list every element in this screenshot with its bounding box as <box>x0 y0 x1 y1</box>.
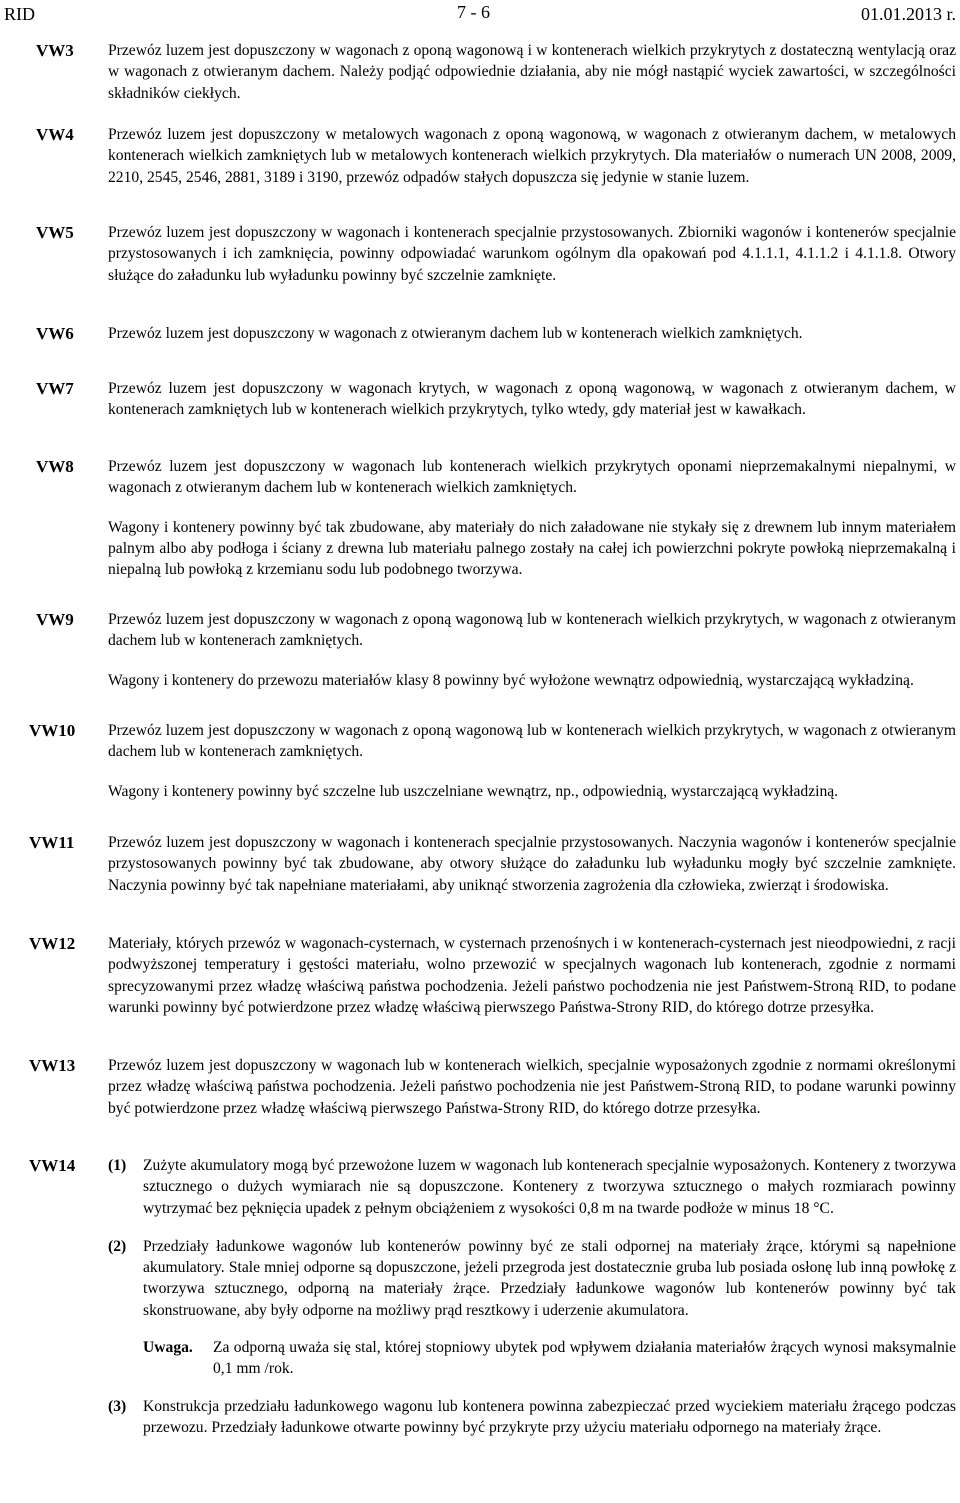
subparagraph-number: (3) <box>108 1397 127 1415</box>
provision-text: Przewóz luzem jest dopuszczony w wagonach i kontenerach specjalnie przystosowanych. Naczynia wagonów i kontenerów specjalnie przystosowanych powinny być tak zbudowane, aby otwory służące do załadunku lub wyładunku mogły być szczelnie zamknięte. Naczynia powinny być tak napełniane materiałami, aby uniknąć stworzenia zagrożenia dla człowieka, zwierząt i środowiska. <box>108 834 956 894</box>
provision-vw3 <box>0 40 960 104</box>
provision-vw8 <box>0 456 960 580</box>
provision-code: VW3 <box>36 41 74 60</box>
provision-vw5 <box>0 222 960 286</box>
provision-code: VW4 <box>36 125 74 144</box>
provision-code: VW10 <box>29 721 76 740</box>
subparagraph-text: Zużyte akumulatory mogą być przewożone luzem w wagonach lub kontenerach specjalnie wyposażonych. Kontenery z tworzywa sztucznego o dużych wymiarach nie są dopuszczone. Kontenery z tworzywa sztucznego o małych rozmiarach powinny wytrzymać bez pęknięcia upadek z pełnym obciążeniem z wysokości 0,8 m na twarde podłoże w minus 18 °C. <box>143 1157 956 1217</box>
subparagraph-number: (1) <box>108 1157 127 1174</box>
provision-vw9 <box>0 609 960 691</box>
subparagraph-1 <box>108 1155 956 1219</box>
provision-text: Wagony i kontenery powinny być szczelne lub uszczelniane wewnątrz, np., odpowiednią, wystarczającą wykładziną. <box>108 782 839 800</box>
page-header <box>0 0 960 30</box>
provision-code: VW13 <box>29 1056 76 1075</box>
note-text: Za odporną uważa się stal, której stopniowy ubytek pod wpływem działania materiałów żrących wynosi maksymalnie 0,1 mm /rok. <box>213 1339 956 1378</box>
provision-text: Przewóz luzem jest dopuszczony w wagonach i kontenerach specjalnie przystosowanych. Zbiorniki wagonów i kontenerów specjalnie przystosowanych i ich zamknięcia, powinny odpowiadać warunkom ogólnym dla opakowań pod 4.1.1.1, 4.1.1.2 i 4.1.1.8. Otwory służące do załadunku lub wyładunku powinny być szczelnie zamknięte. <box>108 224 956 284</box>
provision-code: VW8 <box>36 457 74 476</box>
provision-vw14 <box>0 1155 960 1438</box>
provision-code: VW6 <box>36 324 74 343</box>
provision-text: Przewóz luzem jest dopuszczony w wagonach z otwieranym dachem lub w kontenerach wielkich zamkniętych. <box>108 325 803 342</box>
provision-code: VW14 <box>29 1156 76 1175</box>
provision-code: VW7 <box>36 379 74 398</box>
provision-text: Materiały, których przewóz w wagonach-cysternach, w cysternach przenośnych i w kontenerach-cysternach jest nieodpowiedni, z racji podwyższonej temperatury i gęstości materiału, wolno przewozić w specjalnych wagonach lub kontenerach, zgodnie z normami sprecyzowanymi przez władzę właściwą państwa pochodzenia. Jeżeli państwo pochodzenia nie jest Państwem-Stroną RID, to podane warunki powinny być potwierdzone przez władzę właściwą pierwszego Państwa-Strony RID, do którego dotrze przesyłka. <box>108 935 956 1016</box>
provision-code: VW12 <box>29 934 76 953</box>
provision-text: Przewóz luzem jest dopuszczony w wagonach lub w kontenerach wielkich, specjalnie wyposażonych zgodnie z normami określonymi przez władzę właściwą państwa pochodzenia. Jeżeli państwo pochodzenia nie jest Państwem-Stroną RID, to podane warunki powinny być potwierdzone przez władzę właściwą pierwszego Państwa-Strony RID, do którego dotrze przesyłka. <box>108 1057 956 1117</box>
provision-text: Przewóz luzem jest dopuszczony w wagonach z oponą wagonową i w kontenerach wielkich przykrytych z dostateczną wentylacją oraz w wagonach z otwieranym dachem. Należy podjąć odpowiednie działania, aby nie mógł nastąpić wyciek zawartości, w szczególności składników ciekłych. <box>108 42 956 102</box>
subparagraph-text: Przedziały ładunkowe wagonów lub kontenerów powinny być ze stali odpornej na materiały żrące, którymi są napełnione akumulatory. Stale mniej odporne są dopuszczone, jeżeli przegroda jest dostatecznie gruba lub posiada osłonę lub inną powłokę z tworzywa sztucznego, odporną na materiały żrące. Przedziały ładunkowe wagonów lub kontenerów powinny być tak skonstruowane, aby były odporne na możliwy prąd resztkowy i uderzenie akumulatora. <box>143 1237 956 1319</box>
provision-text: Przewóz luzem jest dopuszczony w wagonach krytych, w wagonach z oponą wagonową, w wagonach z otwieranym dachem, w kontenerach zamkniętych lub w kontenerach wielkich przykrytych, tylko wtedy, gdy materiał jest w kawałkach. <box>108 380 956 419</box>
note-label: Uwaga. <box>143 1339 193 1357</box>
provision-vw7 <box>0 378 960 421</box>
provision-code: VW11 <box>29 833 75 852</box>
provision-code: VW5 <box>36 223 74 242</box>
provision-vw10 <box>0 720 960 802</box>
provision-vw12 <box>0 933 960 1018</box>
provision-text: Przewóz luzem jest dopuszczony w wagonach lub kontenerach wielkich przykrytych oponami nieprzemakalnymi niepalnymi, w wagonach z otwieranym dachem lub w kontenerach wielkich zamkniętych. <box>108 458 956 497</box>
header-page-number: 7 - 6 <box>457 2 490 22</box>
provision-text: Wagony i kontenery do przewozu materiałów klasy 8 powinny być wyłożone wewnątrz odpowiednią, wystarczającą wykładziną. <box>108 671 914 689</box>
provision-text: Przewóz luzem jest dopuszczony w metalowych wagonach z oponą wagonową, w wagonach z otwieranym dachem, w metalowych kontenerach wielkich zamkniętych lub w metalowych kontenerach wielkich przykrytych. Dla materiałów o numerach UN 2008, 2009, 2210, 2545, 2546, 2881, 3189 i 3190, przewóz odpadów stałych dopuszcza się jedynie w stanie luzem. <box>108 126 956 186</box>
provision-text: Przewóz luzem jest dopuszczony w wagonach z oponą wagonową lub w kontenerach wielkich przykrytych, w wagonach z otwieranym dachem lub w kontenerach zamkniętych. <box>108 722 956 761</box>
provision-vw13 <box>0 1055 960 1119</box>
provision-code: VW9 <box>36 610 74 629</box>
provision-vw4 <box>0 124 960 188</box>
header-document-name: RID <box>4 4 35 24</box>
provision-text: Przewóz luzem jest dopuszczony w wagonach z oponą wagonową lub w kontenerach wielkich przykrytych, w wagonach z otwieranym dachem lub w kontenerach zamkniętych. <box>108 611 956 650</box>
subparagraph-3 <box>108 1396 956 1439</box>
provision-text: Wagony i kontenery powinny być tak zbudowane, aby materiały do nich załadowane nie stykały się z drewnem lub innym materiałem palnym albo aby podłoga i ściany z drewna lub materiału palnego zostały na całej ich powierzchni pokryte powłoką nieprzemakalną i niepalną lub powłoką z krzemianu sodu lub podobnego tworzywa. <box>108 518 956 579</box>
header-date: 01.01.2013 r. <box>860 4 956 24</box>
provision-vw6 <box>0 323 960 344</box>
subparagraph-number: (2) <box>108 1237 127 1255</box>
subparagraph-text: Konstrukcja przedziału ładunkowego wagonu lub kontenera powinna zabezpieczać przed wyciekiem materiału żrącego podczas przewozu. Przedziały ładunkowe otwarte powinny być przykryte przy użyciu materiału odpornego na materiały żrące. <box>143 1397 956 1436</box>
note <box>143 1337 956 1380</box>
provision-vw11 <box>0 832 960 896</box>
subparagraph-2 <box>108 1236 956 1321</box>
